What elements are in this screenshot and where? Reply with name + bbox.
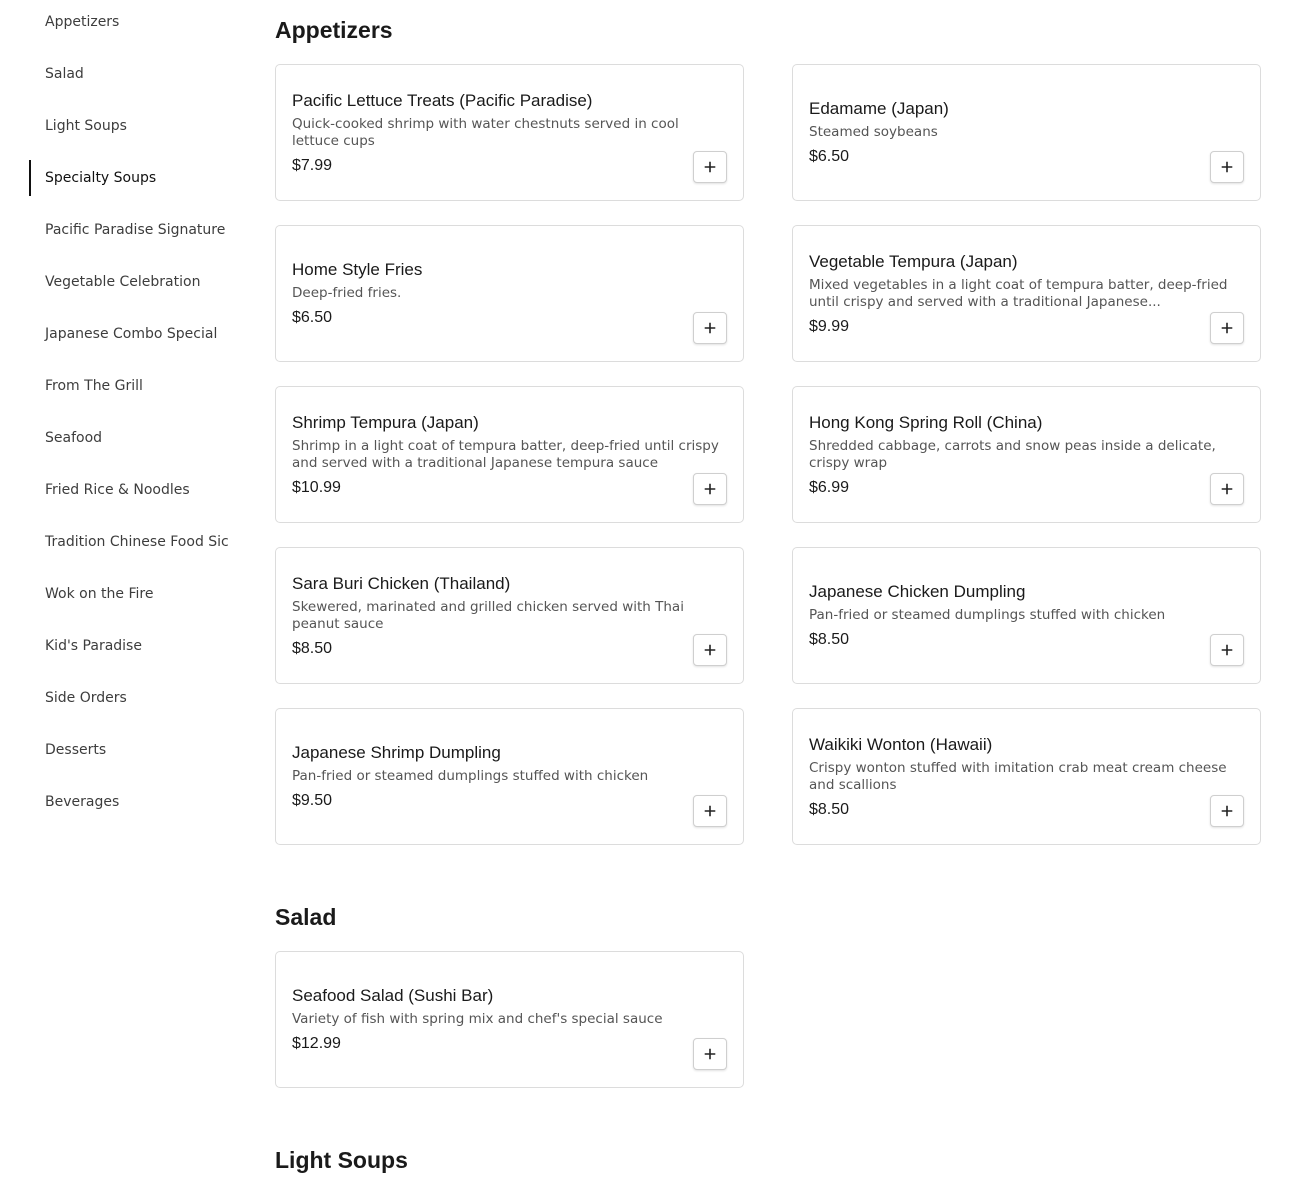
item-name: Pacific Lettuce Treats (Pacific Paradise) <box>292 90 593 110</box>
item-description: Quick-cooked shrimp with water chestnuts served in cool lettuce cups <box>292 115 679 149</box>
item-name: Shrimp Tempura (Japan) <box>292 412 479 432</box>
plus-icon <box>1221 483 1233 495</box>
sidebar-item-fried-rice-noodles[interactable]: Fried Rice & Noodles <box>45 482 190 498</box>
add-item-button[interactable] <box>693 634 727 666</box>
sidebar-item-specialty-soups[interactable]: Specialty Soups <box>29 160 229 196</box>
item-description: Pan-fried or steamed dumplings stuffed with chicken <box>809 607 1166 623</box>
item-price: $6.50 <box>292 309 333 326</box>
sidebar-item-salad[interactable]: Salad <box>45 66 84 82</box>
menu-section <box>275 1140 1261 1177</box>
item-price: $9.50 <box>292 792 333 809</box>
item-description: Shrimp in a light coat of tempura batter, deep-fried until crispy and served with a traditional Japanese tempura sauce <box>292 437 719 471</box>
plus-icon <box>704 644 716 656</box>
menu-item-card[interactable] <box>792 225 1261 362</box>
menu-item-card[interactable] <box>792 64 1261 201</box>
item-name: Japanese Shrimp Dumpling <box>292 743 501 762</box>
item-name: Hong Kong Spring Roll (China) <box>809 412 1043 432</box>
item-price: $8.50 <box>809 631 850 648</box>
item-price: $6.99 <box>809 478 850 496</box>
sidebar-item-beverages[interactable]: Beverages <box>45 794 120 810</box>
menu-content <box>275 0 1261 1177</box>
menu-item-card[interactable] <box>275 64 744 201</box>
item-description: Shredded cabbage, carrots and snow peas inside a delicate, crispy wrap <box>809 437 1216 471</box>
add-item-button[interactable] <box>1210 151 1244 183</box>
item-price: $8.50 <box>292 639 333 657</box>
add-item-button[interactable] <box>693 473 727 505</box>
sidebar-item-japanese-combo-special[interactable]: Japanese Combo Special <box>45 326 218 342</box>
plus-icon <box>1221 805 1233 817</box>
item-description: Variety of fish with spring mix and chef's special sauce <box>292 1011 663 1027</box>
item-price: $12.99 <box>292 1035 341 1052</box>
add-item-button[interactable] <box>693 312 727 344</box>
menu-item-card[interactable] <box>275 225 744 362</box>
plus-icon <box>704 483 716 495</box>
add-item-button[interactable] <box>693 795 727 827</box>
sidebar-item-wok-on-the-fire[interactable]: Wok on the Fire <box>45 586 154 602</box>
item-description: Crispy wonton stuffed with imitation crab meat cream cheese and scallions <box>809 759 1227 793</box>
item-grid <box>275 64 1261 845</box>
section-title: Salad <box>275 904 337 930</box>
sidebar-item-tradition-chinese-food-sic[interactable]: Tradition Chinese Food Sic <box>45 534 229 550</box>
item-description: Skewered, marinated and grilled chicken served with Thai peanut sauce <box>292 598 684 632</box>
add-item-button[interactable] <box>693 151 727 183</box>
plus-icon <box>1221 161 1233 173</box>
menu-item-card[interactable] <box>792 386 1261 523</box>
plus-icon <box>1221 322 1233 334</box>
item-description: Deep-fried fries. <box>292 285 402 301</box>
item-name: Japanese Chicken Dumpling <box>809 582 1026 601</box>
item-price: $6.50 <box>809 148 850 165</box>
sidebar-item-pacific-paradise-signature[interactable]: Pacific Paradise Signature <box>45 222 226 238</box>
item-name: Home Style Fries <box>292 260 423 279</box>
menu-item-card[interactable] <box>275 547 744 684</box>
add-item-button[interactable] <box>1210 473 1244 505</box>
sidebar-item-from-the-grill[interactable]: From The Grill <box>45 378 143 394</box>
menu-item-card[interactable] <box>792 547 1261 684</box>
item-price: $9.99 <box>809 317 850 335</box>
item-name: Seafood Salad (Sushi Bar) <box>292 986 494 1005</box>
menu-section <box>275 897 1261 1088</box>
plus-icon <box>704 1048 716 1060</box>
add-item-button[interactable] <box>1210 634 1244 666</box>
plus-icon <box>704 161 716 173</box>
sidebar-item-appetizers[interactable]: Appetizers <box>45 14 120 30</box>
item-price: $7.99 <box>292 156 333 174</box>
section-title: Appetizers <box>275 17 393 43</box>
menu-item-card[interactable] <box>275 708 744 845</box>
add-item-button[interactable] <box>1210 795 1244 827</box>
plus-icon <box>704 805 716 817</box>
item-price: $10.99 <box>292 478 341 496</box>
sidebar-item-seafood[interactable]: Seafood <box>45 430 103 446</box>
sidebar-item-kid-s-paradise[interactable]: Kid's Paradise <box>45 638 142 654</box>
item-grid <box>275 951 1261 1088</box>
section-title: Light Soups <box>275 1147 408 1173</box>
plus-icon <box>704 322 716 334</box>
sidebar-item-vegetable-celebration[interactable]: Vegetable Celebration <box>45 274 201 290</box>
category-sidebar <box>29 0 229 836</box>
item-name: Vegetable Tempura (Japan) <box>809 251 1018 271</box>
item-description: Steamed soybeans <box>809 124 938 140</box>
menu-item-card[interactable] <box>275 951 744 1088</box>
item-description: Pan-fried or steamed dumplings stuffed with chicken <box>292 768 649 784</box>
menu-item-card[interactable] <box>275 386 744 523</box>
item-name: Waikiki Wonton (Hawaii) <box>809 734 993 754</box>
sidebar-item-side-orders[interactable]: Side Orders <box>45 690 127 706</box>
add-item-button[interactable] <box>693 1038 727 1070</box>
menu-item-card[interactable] <box>792 708 1261 845</box>
item-price: $8.50 <box>809 800 850 818</box>
item-description: Mixed vegetables in a light coat of tempura batter, deep-fried until crispy and served with a traditional Japanese... <box>809 276 1228 310</box>
menu-section <box>275 10 1261 845</box>
sidebar-item-light-soups[interactable]: Light Soups <box>45 118 127 134</box>
item-name: Sara Buri Chicken (Thailand) <box>292 573 511 593</box>
plus-icon <box>1221 644 1233 656</box>
sidebar-item-desserts[interactable]: Desserts <box>45 742 107 758</box>
add-item-button[interactable] <box>1210 312 1244 344</box>
item-name: Edamame (Japan) <box>809 99 949 118</box>
